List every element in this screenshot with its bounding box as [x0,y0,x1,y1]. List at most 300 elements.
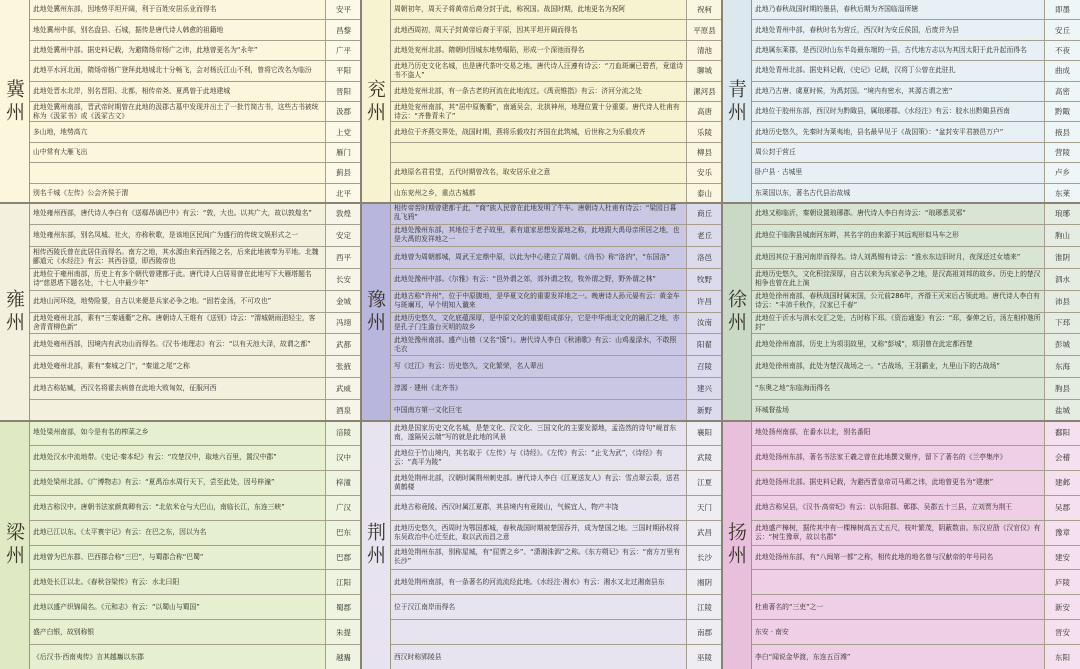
county-description [30,334,325,355]
county-description [391,496,686,520]
county-description-text: 此地历史悠久，文化积淀深厚，自古以来为兵家必争之地，是汉高祖刘邦的故乡。历史上的楚汉相争也曾在此上演 [755,270,1041,288]
county-name: 汉中 [325,446,361,470]
county-description [752,421,1044,445]
county-row [391,203,722,225]
county-description-text: 此地乃古唐、虞夏时候，为禹封国。“境内有密水，其源古谓之密” [755,86,953,95]
county-name: 阳翟 [686,334,722,355]
county-description-text: 环城督盐场 [755,406,789,415]
county-description [30,356,325,377]
county-name: 平阳 [325,61,361,80]
province-name: 梁州 [0,421,30,669]
county-description [752,595,1044,619]
county-description-text: 此地处豫州中部。《尔雅》有云：“邑外谓之郊，郊外谓之牧，牧外谓之野，野外谓之林” [394,274,656,283]
county-name: 江阳 [325,570,361,594]
county-name: 晋阳 [325,82,361,101]
county-description [391,203,686,224]
county-list [752,203,1080,421]
county-description-text: 地处扬州南部，在番水以北，别名番阳 [755,428,871,437]
county-name: 广汉 [325,496,361,520]
county-description-text: 此地位于齐燕交界处，战国时期，燕将乐毅攻打齐国在此筑城，后世称之为乐毅攻齐 [394,127,646,136]
county-row [391,41,722,61]
county-row [391,356,722,378]
county-name: 汝南 [686,313,722,334]
county-row [752,163,1080,183]
county-description [30,122,325,141]
county-list [752,421,1080,669]
county-description [752,0,1044,19]
county-name: 东阳 [1044,645,1080,669]
county-row [752,313,1080,335]
county-description-text: 西汉时称郢陵县 [394,652,442,661]
county-name: 天门 [686,496,722,520]
county-row [391,269,722,291]
county-description [752,225,1044,246]
county-description [391,225,686,246]
county-row [30,247,361,269]
county-name: 敦煌 [325,203,361,224]
county-row [30,203,361,225]
county-row [391,471,722,496]
county-row [30,446,361,471]
county-description-text: 此地处兖州北部。隋朝时因城东地势塌陷，形成一个深池而得名 [394,46,585,55]
county-row [30,645,361,669]
county-description-text: 此地处梁州北部。《广博物志》有云：“夏禹治水周行天下，尝至此处，因号梓潼” [33,478,275,487]
county-description-text: 此地山河环绕，地势险要，自古以来便是兵家必争之地。“固若金汤，不可攻也” [33,296,272,305]
county-description [752,521,1044,545]
county-description [752,570,1044,594]
county-description-text: 地处雍州东部，别名凤城、社火，亦称秋歌，是该地区民间广为盛行的传统文娱形式之一 [33,230,299,239]
county-description [391,570,686,594]
county-description [391,184,686,203]
county-description [391,521,686,545]
county-description [391,247,686,268]
county-row [752,356,1080,378]
county-description-text: 杜甫著名的“三吏”之一 [755,602,824,611]
county-description-text: 此地处雍州北部，素有“三秦通衢”之称。唐朝诗人王维有《送别》诗云：“渭城朝雨浥轻尘，客舍青青柳色新” [33,313,316,331]
county-name: 曲成 [1044,61,1080,80]
county-row [752,247,1080,269]
county-description [30,20,325,39]
county-description [752,291,1044,312]
county-description-text: 此地古称汉中。唐朝书法家颜真卿有云：“北依米仓与大巴山，南临长江，东连三峡” [33,503,285,512]
county-description [752,471,1044,495]
county-description-text: 此地属东莱郡，是西汉时山东半岛最东端的一县，古代地方志以为其因太阳于此升起而得名 [755,46,1027,55]
county-name: 北平 [325,184,361,203]
county-row [752,82,1080,102]
county-row [752,421,1080,446]
county-name: 高密 [1044,82,1080,101]
county-row [30,400,361,421]
county-name: 营陵 [1044,143,1080,162]
province-name: 扬州 [722,421,752,669]
county-description [30,421,325,445]
county-row [30,41,361,61]
county-description [30,269,325,290]
county-row [30,496,361,521]
county-description-text: 此地曾为周朝都城，周武王定鼎中原，以此为中心建立了周朝。《尚书》称“洛汭”，“东国洛” [394,252,670,261]
county-description-text: 地处梁州南部，如今是有名的榨菜之乡 [33,428,149,437]
county-name: 蓟县 [325,163,361,182]
county-name: 祝柯 [686,0,722,19]
county-description [391,595,686,619]
band-divider [0,420,1080,422]
county-description [391,378,686,399]
county-row [391,0,722,20]
county-row [30,184,361,203]
county-description [752,356,1044,377]
county-name: 东海 [1044,356,1080,377]
county-name: 越巂 [325,645,361,669]
county-row [752,41,1080,61]
county-name: 武昌 [686,521,722,545]
county-row [752,102,1080,122]
county-row [30,291,361,313]
county-description-text: 位于汉江南岸而得名 [394,602,456,611]
county-description [30,496,325,520]
province-name: 兖州 [361,0,391,203]
county-description-text: 此地平水河北面，隋炀帝杨广登拜此地城北十分畅飞，会对杨氏江山不利，曾将它改名为临汾 [33,66,312,75]
county-description [30,61,325,80]
county-row [391,247,722,269]
county-row [752,570,1080,595]
county-description-text: 此地已江以东。《太平寰宇记》有云：在巴之东，因以为名 [33,528,207,537]
county-description [752,446,1044,470]
county-description [752,102,1044,121]
county-name: 雁门 [325,143,361,162]
county-row [30,595,361,620]
county-row [391,421,722,446]
county-name: 洛邑 [686,247,722,268]
county-row [752,546,1080,571]
county-description-text: 此地处青州北部。据史料记载，《史记》记载，汉将丁公曾在此驻扎 [755,66,956,75]
county-name: 上党 [325,122,361,141]
county-name: 长沙 [686,546,722,570]
county-description-text: 此地处青州中部，春秋时名为营丘，西汉时为安丘侯国，后废并为县 [755,25,959,34]
county-description [752,143,1044,162]
county-description-text: 此地处兖州南部，其“居中原衡衢”，南通吴会，北拱神州，地理位置十分重要。唐代诗人杜甫有诗云：“齐鲁青未了” [394,103,680,121]
county-name: 牧野 [686,269,722,290]
county-row [391,20,722,40]
county-description [752,645,1044,669]
county-row [752,595,1080,620]
county-name: 金城 [325,291,361,312]
county-description-text: 相传西陵氏曾在此居住而得名。南方之地，其水源由来而西陵之名，后来此地被奉为平地。北魏郦道元《水经注》有云：其西谷望，即西陵帝也 [33,248,319,266]
county-row [752,122,1080,142]
county-row [30,521,361,546]
county-description [391,102,686,121]
county-row [752,184,1080,203]
county-description-text: 此地乃历史文化名城，也是唐代茶叶交易之地。唐代诗人汪遵有诗云：“刀血斑斓已碧苔，竟道诗书不盗人” [394,62,683,80]
county-row [30,313,361,335]
county-description [752,546,1044,570]
county-name: 即墨 [1044,0,1080,19]
county-row [391,61,722,81]
county-description [30,400,325,421]
county-name: 南郡 [686,620,722,644]
county-description [30,143,325,162]
county-description-text: 地处雍州西部，唐代诗人李白有《送郗昂谪巴中》有云：“敦，大也。以其广大，故以敦煌名” [33,208,312,217]
county-description-text: 别名千城《左传》公会齐侯于渭 [33,188,129,197]
county-row [30,269,361,291]
county-row [391,400,722,421]
county-description [391,421,686,445]
province-block-yu [361,203,722,421]
county-name: 平原县 [686,20,722,39]
county-name: 襄阳 [686,421,722,445]
county-row [752,471,1080,496]
county-row [30,0,361,20]
county-description [30,203,325,224]
county-description-text: 此地曾为巴东郡、巴西郡合称“三巴”，与蜀郡合称“巴蜀” [33,552,204,561]
county-row [391,143,722,163]
province-block-yong [0,203,361,421]
county-name: 卢乡 [1044,163,1080,182]
county-row [391,122,722,142]
county-name: 东莱 [1044,184,1080,203]
county-row [30,61,361,81]
county-name: 吴郡 [1044,496,1080,520]
county-row [391,620,722,645]
province-block-xu [722,203,1080,421]
county-row [30,20,361,40]
county-list [30,203,361,421]
county-row [30,143,361,163]
county-name: 巴东 [325,521,361,545]
county-description-text: 此地处荆州南部，有一条著名的河流流经此地。《水经注·湘水》有云：湘水又北过湘南县东 [394,577,665,586]
county-row [30,378,361,400]
county-description-text: 此地是国家历史文化名城，是楚文化、汉文化、三国文化的主要发源地，孟浩然的诗句“岘首东南，遂隔吴云端”写的就是此地的风景 [394,423,677,441]
county-description-text: 此地处冀州东部，因地势平坦开阔，利于百姓安居乐业而得名 [33,5,217,14]
county-name: 冯翊 [325,313,361,334]
county-description [30,595,325,619]
county-description-text: 此地盛产樟树，据传其中有一棵樟树高五丈五尺，枝叶繁茂，阴蔽数亩。东汉应劭《汉官仪》有云：“树生豫章，故以名郡” [755,523,1041,541]
county-row [30,546,361,571]
county-name: 张掖 [325,356,361,377]
county-description [391,620,686,644]
county-name: 老丘 [686,225,722,246]
county-description-text: 多山地，地势高亢 [33,127,88,136]
county-description-text: 此地西周初，周天子封黄帝后裔于平原，因其平坦开阔而得名 [394,25,578,34]
county-description [752,122,1044,141]
county-description [752,334,1044,355]
county-description-text: 此地古称竟陵。西汉时属江夏郡，其县境内有竟陵山，气候宜人，物产丰饶 [394,503,619,512]
county-row [30,356,361,378]
county-name: 安丘 [1044,20,1080,39]
county-description-text: 此地处扬州北部。据史料记载，为避西晋皇帝司马邺之讳，此地曾更名为“建康” [755,478,994,487]
county-description-text: 周朝初年，周天子将黄帝后裔分封于此，称祝国。战国时期，此地更名为祝阿 [394,5,626,14]
county-row [30,620,361,645]
county-row [752,521,1080,546]
county-row [752,446,1080,471]
county-row [752,61,1080,81]
county-description-text: 此地处徐州南部，历史上为项羽故里，又称“彭城”，项羽曾在此定都西楚 [755,340,973,349]
county-description [391,143,686,162]
county-description [30,645,325,669]
county-description [391,20,686,39]
county-name: 会稽 [1044,446,1080,470]
county-name: 朐山 [1044,225,1080,246]
county-description-text: 此地历史悠久，文化底蕴深厚，是中原文化的重要组成部分，它是中华南北文化的融汇之地，亦是孔子门生澹台灭明的故乡 [394,313,680,331]
county-description-text: 东莱国以东，著名古代县治故城 [755,188,851,197]
county-name: 高唐 [686,102,722,121]
county-name: 庐陵 [1044,570,1080,594]
county-description [30,184,325,203]
county-description [30,163,325,182]
county-description [391,400,686,421]
county-description-text: 此地处雍州北部，素有“秦城之门”，“秦道之尾”之称 [33,362,190,371]
county-row [391,334,722,356]
county-row [391,313,722,335]
county-description [752,269,1044,290]
county-name: 武陵 [686,446,722,470]
county-row [391,82,722,102]
county-row [752,20,1080,40]
county-name: 新野 [686,400,722,421]
county-description-text: 此地处荆州北部，汉朝时属荆州刺史部。唐代诗人李白《江夏送友人》有云：雪点翠云裘，送君黄鹤楼 [394,473,680,491]
county-description-text: 此地古称“许州”，位于中原腹地，是华夏文化的重要发祥地之一。晚唐诗人孙元晏有云：黄金车与斑斓耳，早个明知入谶来 [394,292,680,310]
county-row [752,496,1080,521]
county-description [30,82,325,101]
county-list [391,0,722,203]
county-name: 江陵 [686,595,722,619]
county-name: 建邺 [1044,471,1080,495]
county-description [391,41,686,60]
county-description-text: 写《过江》有云：历史悠久，文化繁荣，名人辈出 [394,362,544,371]
county-description [391,61,686,80]
county-description-text: 此地处雍州西部，因境内有武功山而得名。《汉书·地理志》有云：“以有天池大泽，故谓之都” [33,340,311,349]
province-name: 荆州 [361,421,391,669]
county-name: 淮阴 [1044,247,1080,268]
county-name: 柳县 [686,143,722,162]
county-description-text: 李白“闻说金华渡，东连五百滩” [755,652,851,661]
county-row [391,570,722,595]
county-description [391,269,686,290]
county-name: 召陵 [686,356,722,377]
county-row [391,546,722,571]
county-description [391,82,686,101]
province-name: 冀州 [0,0,30,203]
county-name: 江夏 [686,471,722,495]
county-description [30,471,325,495]
column-divider [721,0,723,669]
county-row [391,291,722,313]
county-description-text: 东安 · 南安 [755,627,789,636]
county-name: 建安 [1044,546,1080,570]
county-name: 掖县 [1044,122,1080,141]
county-name: 沛县 [1044,291,1080,312]
county-name: 下邳 [1044,313,1080,334]
county-name: 涪陵 [325,421,361,445]
county-name: 巫陵 [686,645,722,669]
province-name: 青州 [722,0,752,203]
county-name: 建兴 [686,378,722,399]
county-row [30,421,361,446]
county-row [752,143,1080,163]
county-description-text: 山东兖州之乡，重点古城都 [394,188,476,197]
county-name: 朐县 [1044,378,1080,399]
province-name: 雍州 [0,203,30,421]
county-row [391,496,722,521]
county-description-text: 此地处豫州东部，其地位于老子故里，素有道家思想发源地之称，此地跟大禹母亲所居之地，也是大禹的发祥地之一 [394,226,680,244]
county-description-text: 此地处冀州中部。据史料记载，为避隋炀帝杨广之讳，此地曾更名为“永年” [33,46,258,55]
county-name: 泰山 [686,184,722,203]
county-description-text: 此地位于临朐县城南河东畔，其名字的由来源于其远观形似马车之形 [755,230,959,239]
county-name: 广平 [325,41,361,60]
county-description [752,378,1044,399]
county-description [752,184,1044,203]
county-description-text: 《后汉书·西南夷传》言其越雟以东郡 [33,652,144,661]
county-name: 清池 [686,41,722,60]
county-row [30,163,361,183]
county-description [30,102,325,121]
county-name: 琅琊 [1044,203,1080,224]
county-row [752,400,1080,421]
county-description [752,20,1044,39]
province-block-yang [722,421,1080,669]
county-name: 乐陵 [686,122,722,141]
county-description-text: 此地处徐州南部，春秋战国时属宋国，公元前286年，齐湣王灭宋后占领此地。唐代诗人李白有诗云：“丰沛千秋作，汉家已千春” [755,292,1040,310]
county-description-text: 此地处晋水北岸，别名晋阳、北都，相传帝尧、夏禹曾于此地建城 [33,86,231,95]
county-name: 豫章 [1044,521,1080,545]
county-row [752,334,1080,356]
county-description-text: “东奥之地”东临海而得名 [755,384,831,393]
county-row [391,645,722,669]
county-description-text: 此地历史悠久，先秦时为莱夷地，县名最早见于《战国策》：“盆封安平君掖邑万户” [755,127,1004,136]
county-row [30,122,361,142]
county-row [30,570,361,595]
county-description-text: 此地处扬州东部，著名书法家王羲之曾在此地撰文聚序，留下了著名的《兰亭集序》 [755,453,1007,462]
county-name: 黔陬 [1044,102,1080,121]
county-row [752,620,1080,645]
county-description [30,378,325,399]
county-description [752,620,1044,644]
county-description [30,41,325,60]
county-name: 新安 [1044,595,1080,619]
county-row [391,446,722,471]
county-row [391,184,722,203]
county-name: 不夜 [1044,41,1080,60]
county-row [752,291,1080,313]
county-name: 安乐 [686,163,722,182]
county-description [391,471,686,495]
county-description [391,313,686,334]
county-description [30,546,325,570]
county-description [391,0,686,19]
county-name: 安定 [325,225,361,246]
county-description-text: 此地乃春秋战国时期的墨县，春秋后期为齐国临淄所辖 [755,5,919,14]
county-description-text: 周公封于营丘 [755,148,796,157]
province-name: 豫州 [361,203,391,421]
county-name: 湘阴 [686,570,722,594]
county-description [391,334,686,355]
county-name: 商丘 [686,203,722,224]
county-description [752,41,1044,60]
county-description [391,645,686,669]
county-row [752,378,1080,400]
county-name: 朱提 [325,620,361,644]
county-list [391,203,722,421]
county-description [752,313,1044,334]
county-list [391,421,722,669]
county-name: 彭城 [1044,334,1080,355]
county-name: 梓潼 [325,471,361,495]
county-name: 酒泉 [325,400,361,421]
county-list [30,421,361,669]
county-name: 泗水 [1044,269,1080,290]
county-name: 漯河县 [686,82,722,101]
county-row [752,645,1080,669]
county-row [391,378,722,400]
